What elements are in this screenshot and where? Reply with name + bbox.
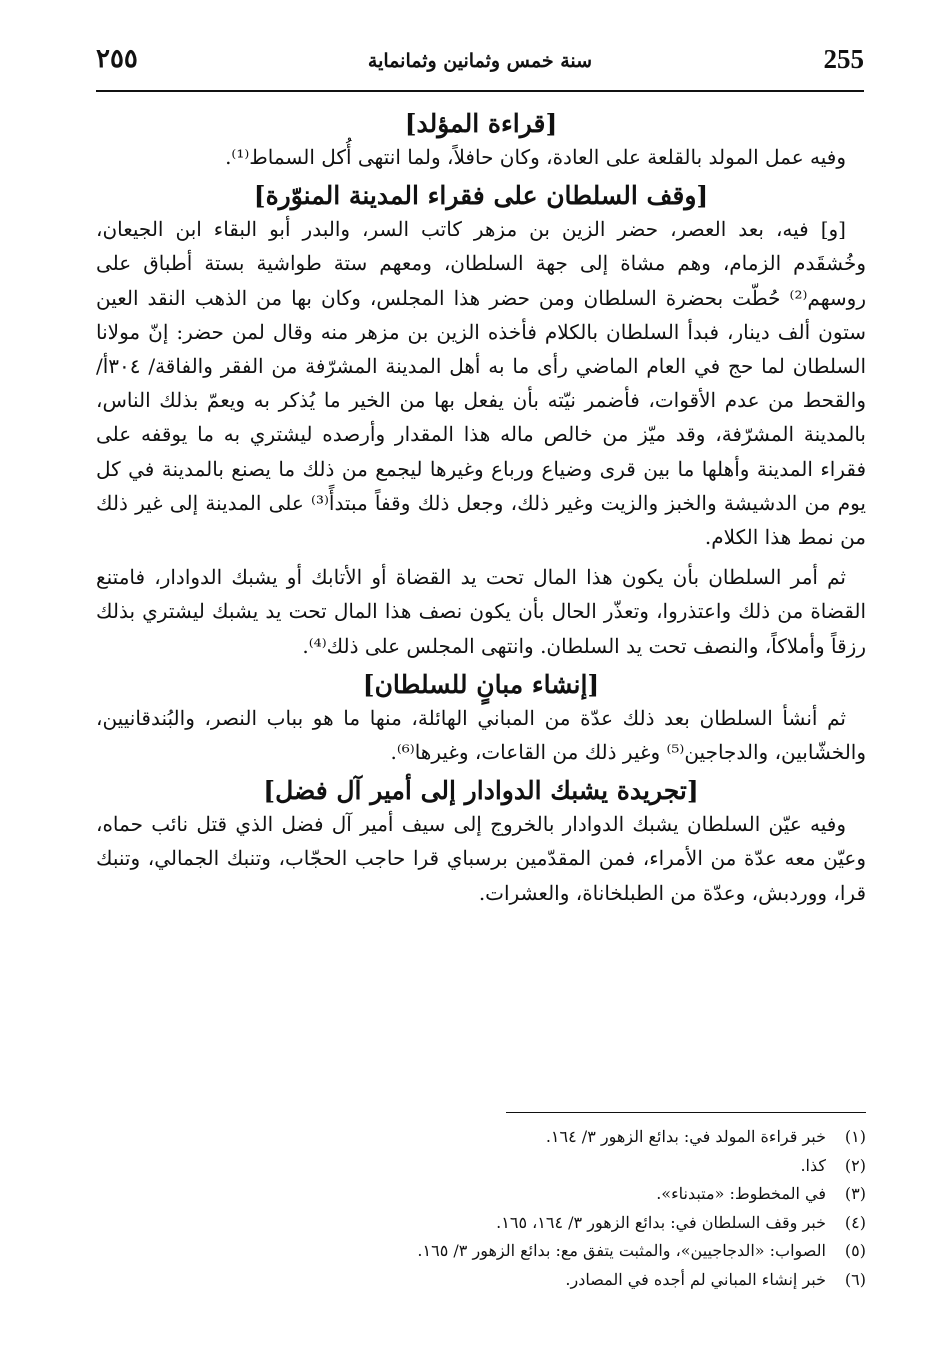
footnote-item	[96, 1180, 866, 1209]
page-number-arabic: ٢٥٥	[96, 44, 138, 74]
paragraph-waqf-1: [و] فيه، بعد العصر، حضر الزين بن مزهر كاتب السر، والبدر أبو البقاء ابن الجيعان، وخُشقَدم الزمام، وهم مشاة إلى جهة السلطان، ومعهم ستة طواشية بستة أطباق على روسهم⁽²⁾ حُطّت بحضرة السلطان ومن حضر هذا المجلس، وكان بها من الذهب النقد العين ستون ألف دينار، فبدأ السلطان بالكلام فأخذه الزين بن مزهر منه وقال لمن حضر: إنّ مولانا السلطان لما حج في العام الماضي رأى ما به أهل المدينة المشرّفة من الفقر والفاقة/ ٣٠٤أ/ والقحط من عدم الأقوات، فأضمر نيّته بأن يفعل بها من الخير ما يُذكر به ويعمّ بذلك الناس، بالمدينة المشرّفة، وقد ميّز من خالص ماله هذا المقدار وأرصده ليشتري به ما يوقفه على فقراء المدينة وأهلها ما بين قرى وضياع ورباع وغيرها ليجمع من ذلك ما يصنع بالمدينة في كل يوم من الدشيشة والخبز والزيت وغير ذلك، وجعل ذلك وقفاً مبتدأً⁽³⁾ على المدينة إلى غير ذلك من نمط هذا الكلام.	[96, 217, 866, 550]
footnote-item	[96, 1237, 866, 1266]
footnote-item	[96, 1266, 866, 1295]
paragraph-waqf-2: ثم أمر السلطان بأن يكون هذا المال تحت يد القضاة أو الأتابك أو يشبك الدوادار، فامتنع القضاة من ذلك واعتذروا، وتعذّر الحال بأن يكون نصف هذا المال تحت يد يشبك ليشتري بذلك رزقاً وأملاكاً، والنصف تحت يد السلطان. وانتهى المجلس على ذلك⁽⁴⁾.	[96, 565, 866, 658]
footnote-number: (٣)	[844, 1184, 866, 1203]
footnote-text: خبر قراءة المولد في: بدائع الزهور ٣/ ١٦٤.	[545, 1127, 826, 1146]
footnote-text: خبر وقف السلطان في: بدائع الزهور ٣/ ١٦٤، ١٦٥.	[496, 1212, 826, 1232]
footnote-item	[96, 1152, 866, 1181]
footnote-item	[96, 1123, 866, 1152]
section-heading-expedition: [تجريدة يشبك الدوادار إلى أمير آل فضل]	[263, 776, 699, 806]
section-heading-buildings: [إنشاء مبانٍ للسلطان]	[362, 669, 600, 699]
section-heading-waqf: [وقف السلطان على فقراء المدينة المنوّرة]	[253, 181, 709, 211]
page-header	[96, 40, 864, 92]
footnote-text: خبر إنشاء المباني لم أجده في المصادر.	[565, 1269, 826, 1289]
footnote-number: (٥)	[844, 1241, 866, 1260]
footnote-text: الصواب: «الدجاجيين»، والمثبت يتفق مع: بدائع الزهور ٣/ ١٦٥.	[417, 1241, 826, 1260]
footnote-divider	[506, 1112, 866, 1113]
footnote-number: (٤)	[844, 1212, 866, 1232]
footnote-text: في المخطوط: «متبدناء».	[656, 1184, 826, 1203]
footnote-number: (١)	[844, 1127, 866, 1146]
footnote-text: كذا.	[800, 1155, 826, 1175]
main-text	[96, 108, 866, 916]
page-number-latin: 255	[823, 44, 864, 74]
section-heading-mawlid: [قراءة المؤلد]	[404, 109, 558, 138]
paragraph-buildings: ثم أنشأ السلطان بعد ذلك عدّة من المباني الهائلة، منها ما هو بباب النصر، والبُندقانيين، والخشّابين، والدجاجين⁽⁵⁾ وغير ذلك من القاعات، وغيرها⁽⁶⁾.	[96, 705, 866, 765]
footnotes	[96, 1112, 866, 1294]
paragraph-expedition: وفيه عيّن السلطان يشبك الدوادار بالخروج إلى سيف أمير آل فضل الذي قتل نائب حماه، وعيّن معه عدّة من الأمراء، فمن المقدّمين برسباي قرا حاجب الحجّاب، وتنبك الجمالي، وتنبك قرا، ووردبش، وعدّة من الطبلخاناة، والعشرات.	[96, 812, 866, 905]
running-title: سنة خمس وثمانين وثمانماية	[367, 50, 593, 72]
footnote-number: (٦)	[844, 1269, 866, 1289]
footnote-list	[96, 1123, 866, 1294]
paragraph-mawlid: وفيه عمل المولد بالقلعة على العادة، وكان حافلاً، ولما انتهى أُكل السماط⁽¹⁾.	[225, 145, 846, 169]
footnote-number: (٢)	[844, 1155, 866, 1175]
footnote-item	[96, 1209, 866, 1238]
